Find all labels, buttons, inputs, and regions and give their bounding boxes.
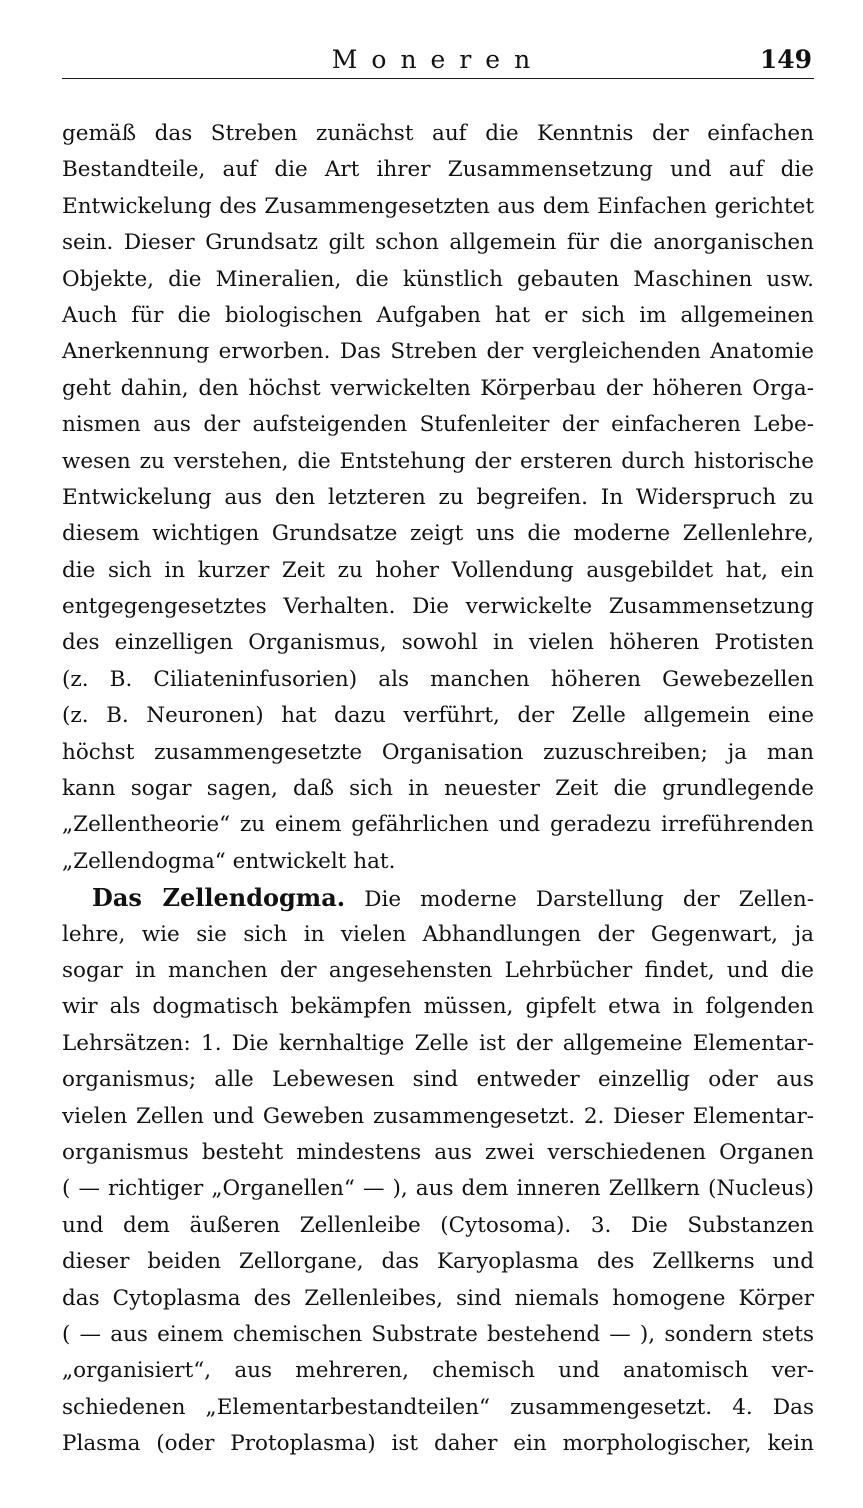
- page-number: 149: [759, 45, 812, 74]
- text-line: (z. B. Neuronen) hat dazu verführt, der Zelle allgemein eine: [62, 703, 814, 729]
- text-line: und dem äußeren Zellenleibe (Cytosoma). 3. Die Substanzen: [62, 1212, 814, 1238]
- text-line: diesem wichtigen Grundsatze zeigt uns die moderne Zellenlehre,: [62, 521, 814, 547]
- text-line: „Zellendogma“ entwickelt hat.: [62, 848, 396, 874]
- text-line: Objekte, die Mineralien, die künstlich gebauten Maschinen usw.: [62, 266, 814, 292]
- running-head: [62, 42, 814, 79]
- text-line: Plasma (oder Protoplasma) ist daher ein morphologischer, kein: [62, 1431, 814, 1457]
- text-line: sein. Dieser Grundsatz gilt schon allgemein für die anorganischen: [62, 230, 814, 256]
- text-line: organismus; alle Lebewesen sind entweder einzellig oder aus: [62, 1067, 814, 1093]
- text-line: ( — richtiger „Organellen“ — ), aus dem inneren Zellkern (Nucleus): [62, 1176, 814, 1202]
- text-line: sogar in manchen der angesehensten Lehrbücher findet, und die: [62, 957, 814, 983]
- text-line: Entwickelung des Zusammengesetzten aus dem Einfachen gerichtet: [62, 193, 814, 219]
- text-line: wesen zu verstehen, die Entstehung der ersteren durch historische: [62, 448, 814, 474]
- text-line: kann sogar sagen, daß sich in neuester Zeit die grundlegende: [62, 776, 814, 802]
- section-heading: Das Zellendogma.: [92, 883, 346, 913]
- text-line: Entwickelung aus den letzteren zu begreifen. In Widerspruch zu: [62, 484, 814, 510]
- section-first-line-text: Die moderne Darstellung der Zellen-: [364, 887, 815, 913]
- text-line: lehre, wie sie sich in vielen Abhandlungen der Gegenwart, ja: [62, 921, 814, 947]
- text-line: nismen aus der aufsteigenden Stufenleiter der einfacheren Lebe-: [62, 412, 814, 438]
- text-line: dieser beiden Zellorgane, das Karyoplasma des Zellkerns und: [62, 1249, 814, 1275]
- text-line: höchst zusammengesetzte Organisation zuzuschreiben; ja man: [62, 739, 814, 765]
- text-line: entgegengesetztes Verhalten. Die verwickelte Zusammensetzung: [62, 594, 814, 620]
- section-first-line: [62, 880, 814, 916]
- text-line: gemäß das Streben zunächst auf die Kenntnis der einfachen: [62, 121, 814, 146]
- text-line: das Cytoplasma des Zellenleibes, sind niemals homogene Körper: [62, 1285, 814, 1311]
- text-line: (z. B. Ciliateninfusorien) als manchen höheren Gewebezellen: [62, 666, 814, 692]
- text-line: wir als dogmatisch bekämpfen müssen, gipfelt etwa in folgenden: [62, 994, 814, 1020]
- running-head-title: Moneren: [331, 45, 545, 74]
- text-line: schiedenen „Elementarbestandteilen“ zusammengesetzt. 4. Das: [62, 1394, 814, 1420]
- text-line: des einzelligen Organismus, sowohl in vielen höheren Protisten: [62, 630, 814, 656]
- text-line: „organisiert“, aus mehreren, chemisch und anatomisch ver-: [62, 1358, 814, 1384]
- text-line: geht dahin, den höchst verwickelten Körperbau der höheren Orga-: [62, 375, 814, 401]
- text-line: vielen Zellen und Geweben zusammengesetzt. 2. Dieser Elementar-: [62, 1103, 814, 1129]
- text-line: die sich in kurzer Zeit zu hoher Vollendung ausgebildet hat, ein: [62, 557, 814, 583]
- text-line: ( — aus einem chemischen Substrate bestehend — ), sondern stets: [62, 1321, 814, 1347]
- body-text: [62, 116, 814, 1462]
- text-line: „Zellentheorie“ zu einem gefährlichen und geradezu irreführenden: [62, 812, 814, 838]
- text-line: Lehrsätzen: 1. Die kernhaltige Zelle ist der allgemeine Elementar-: [62, 1030, 814, 1056]
- text-line: organismus besteht mindestens aus zwei verschiedenen Organen: [62, 1139, 814, 1165]
- text-line: Auch für die biologischen Aufgaben hat er sich im allgemeinen: [62, 302, 814, 328]
- text-line: Bestandteile, auf die Art ihrer Zusammensetzung und auf die: [62, 157, 814, 183]
- text-line: Anerkennung erworben. Das Streben der vergleichenden Anatomie: [62, 339, 814, 365]
